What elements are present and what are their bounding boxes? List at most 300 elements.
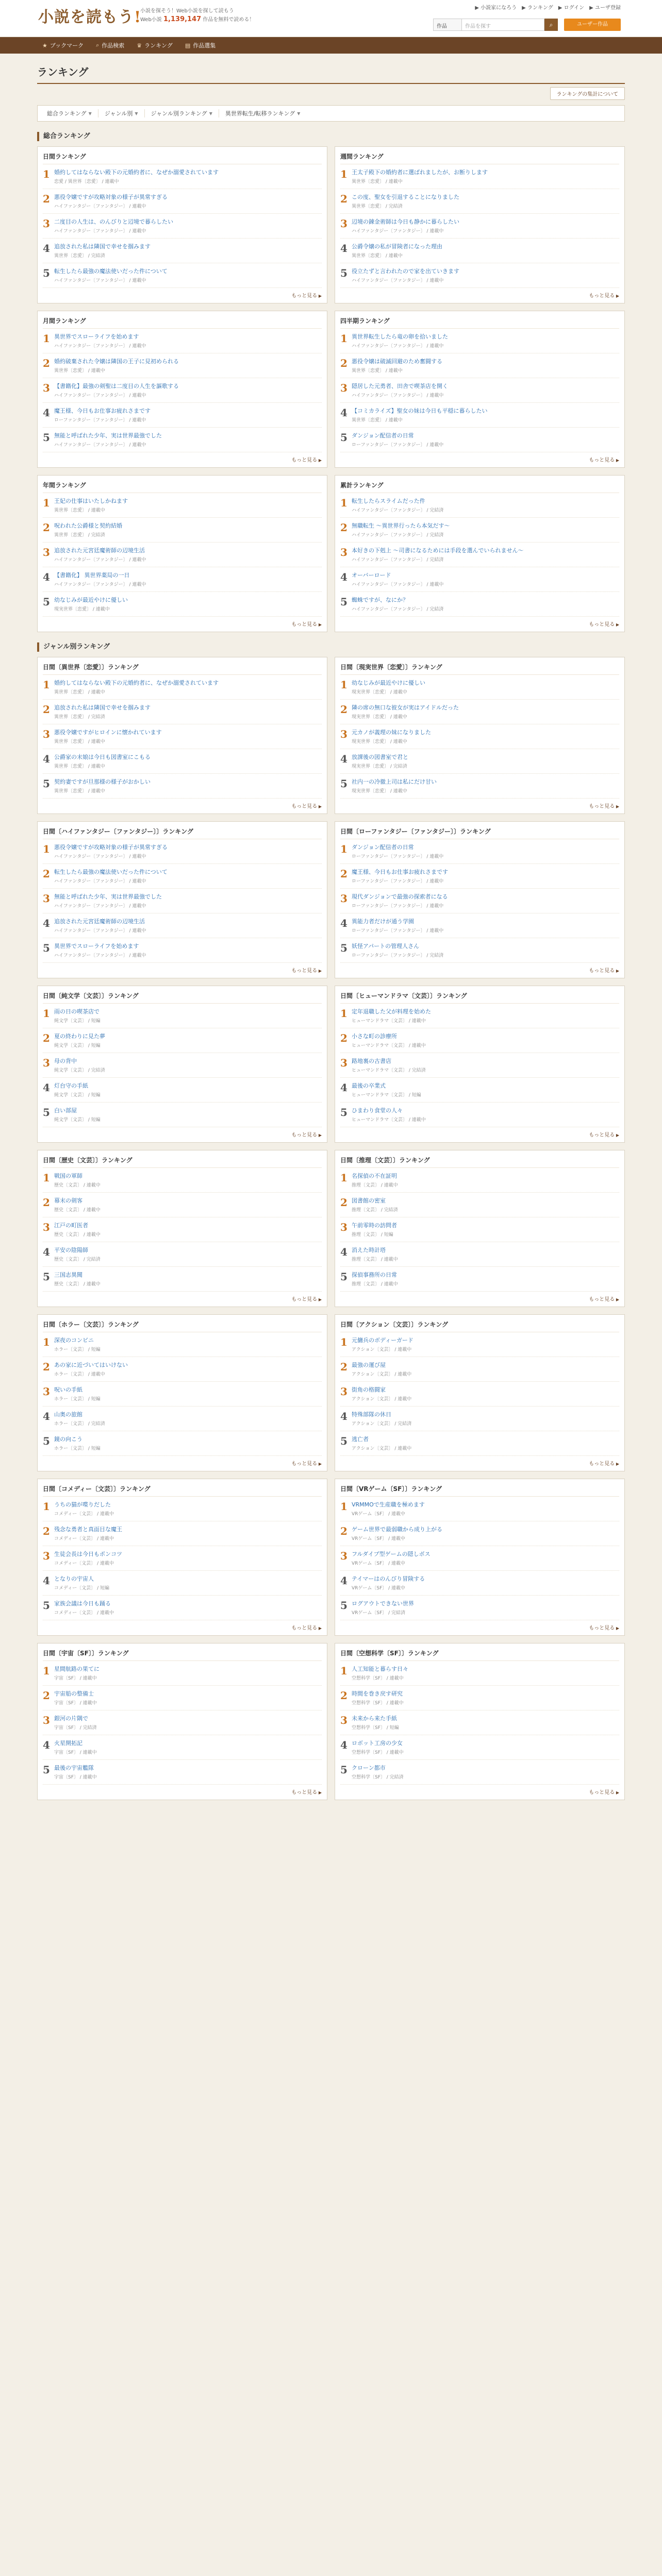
rank-number: 4 [43, 753, 50, 765]
ranking-item-body [352, 407, 619, 423]
search-input[interactable]: 作品を探す [462, 19, 544, 31]
work-meta: コメディー〔文芸〕 / 連載中 [54, 1611, 114, 1616]
work-title-link[interactable]: となりの宇宙人 [54, 1575, 94, 1582]
work-title-link[interactable]: 無能と呼ばれた少年、実は世界最強でした [54, 432, 162, 439]
ranking-item-body [352, 1715, 619, 1731]
work-title-link[interactable]: 最後の宇宙艦隊 [54, 1765, 94, 1771]
work-title-link[interactable]: 特殊部隊の休日 [352, 1411, 391, 1418]
work-title-link[interactable]: 元カノが義理の妹になりました [352, 729, 431, 736]
ranking-item-body [54, 1411, 322, 1427]
ranking-item [340, 164, 619, 189]
rank-number: 5 [340, 777, 347, 790]
rank-number: 1 [340, 679, 347, 691]
work-meta: 現実世界〔恋愛〕 / 完結済 [352, 764, 407, 769]
chevron-right-icon: ▶ [615, 294, 619, 298]
ranking-item-body [54, 358, 322, 374]
ranking-item [43, 1168, 322, 1193]
work-meta: ハイファンタジー〔ファンタジー〕 / 連載中 [352, 278, 444, 283]
more-link[interactable] [340, 291, 619, 299]
work-title-link[interactable]: 妖怪アパートの管理人さん [352, 943, 420, 950]
ranking-item [43, 839, 322, 864]
work-title-link[interactable]: 異世界でスローライフを始めます [54, 333, 139, 340]
rank-number: 5 [43, 942, 50, 954]
search-icon: ⌕ [96, 42, 100, 48]
ranking-item-body [54, 432, 322, 448]
work-title-link[interactable]: 名探偵の不在証明 [352, 1173, 397, 1179]
work-title-link[interactable]: ロボット工房の少女 [352, 1740, 403, 1747]
work-meta: VRゲーム〔SF〕 / 連載中 [352, 1536, 406, 1541]
work-title-link[interactable]: 平安の陰陽師 [54, 1247, 88, 1253]
rank-number: 3 [43, 1057, 50, 1069]
work-meta: ハイファンタジー〔ファンタジー〕 / 連載中 [54, 854, 146, 859]
ranking-item [340, 353, 619, 378]
ranking-item-body [352, 1435, 619, 1451]
rank-number: 5 [43, 596, 50, 608]
work-meta: 宇宙〔SF〕 / 連載中 [54, 1701, 97, 1706]
work-meta: アクション〔文芸〕 / 連載中 [352, 1446, 412, 1451]
work-title-link[interactable]: 公爵令嬢の私が冒険者になった理由 [352, 243, 442, 250]
work-title-link[interactable]: 隠居した元勇者、田舎で喫茶店を開く [352, 383, 448, 389]
work-title-link[interactable]: 王太子殿下の婚約者に選ばれましたが、お断りします [352, 169, 488, 176]
more-link[interactable] [340, 1130, 619, 1138]
work-title-link[interactable]: 家族会議は今日も踊る [54, 1600, 111, 1607]
more-link[interactable] [340, 1459, 619, 1467]
ranking-item [340, 864, 619, 889]
more-link[interactable] [340, 1788, 619, 1795]
ranking-item-body [54, 1600, 322, 1616]
work-title-link[interactable]: 夏の終わりに見た夢 [54, 1033, 105, 1040]
ranking-item-body [352, 1336, 619, 1352]
more-link[interactable] [340, 802, 619, 809]
nav-label: ランキング [144, 42, 173, 49]
work-title-link[interactable]: 現代ダンジョンで最強の探索者になる [352, 893, 448, 900]
work-meta: ヒューマンドラマ〔文芸〕 / 連載中 [352, 1117, 426, 1123]
work-title-link[interactable]: 王妃の仕事はいたしかねます [54, 498, 128, 504]
work-title-link[interactable]: 呪いの手紙 [54, 1386, 82, 1393]
work-title-link[interactable]: ダンジョン配信者の日常 [352, 844, 414, 851]
search-icon[interactable]: ⌕ [544, 19, 558, 31]
rank-number: 4 [340, 1739, 347, 1751]
ranking-item [340, 1332, 619, 1357]
work-title-link[interactable]: 生徒会長は今日もポンコツ [54, 1551, 122, 1557]
more-label: もっと見る [589, 1461, 615, 1467]
work-meta: VRゲーム〔SF〕 / 連載中 [352, 1586, 406, 1591]
ranking-item-body [54, 1715, 322, 1731]
ranking-item-body [352, 868, 619, 884]
work-meta: 現実世界〔恋愛〕 / 連載中 [352, 739, 407, 744]
work-title-link[interactable]: 悪役令嬢ですが攻略対象の様子が異常すぎる [54, 194, 168, 200]
work-title-link[interactable]: 時間を巻き戻す研究 [352, 1690, 403, 1697]
more-link[interactable] [43, 1788, 322, 1795]
work-title-link[interactable]: 無職転生 ～異世界行ったら本気だす～ [352, 522, 450, 529]
work-title-link[interactable]: 追放された元宮廷魔術師の辺境生活 [54, 918, 145, 925]
ranking-box [37, 1479, 327, 1636]
rank-number: 4 [340, 1246, 347, 1258]
work-title-link[interactable]: 幼なじみが最近やけに優しい [54, 597, 128, 603]
work-title-link[interactable]: 残念な勇者と真面目な魔王 [54, 1526, 122, 1533]
ranking-item-body [54, 193, 322, 209]
work-title-link[interactable]: 図書館の密室 [352, 1197, 386, 1204]
work-meta: ホラー〔文芸〕 / 連載中 [54, 1372, 105, 1377]
work-title-link[interactable]: フルダイブ型ゲームの隠しボス [352, 1551, 431, 1557]
more-link[interactable] [43, 1295, 322, 1302]
ranking-item [43, 428, 322, 452]
work-title-link[interactable]: 追放された元宮廷魔術師の辺境生活 [54, 547, 145, 554]
ranking-box-title: 日間〔アクション〔文芸〕〕ランキング [340, 1320, 619, 1332]
chevron-right-icon: ▶ [615, 1790, 619, 1795]
more-link[interactable] [340, 1295, 619, 1302]
ranking-box-title: 日間〔VRゲーム〔SF〕〕ランキング [340, 1484, 619, 1497]
work-title-link[interactable]: 白い部屋 [54, 1107, 77, 1114]
rank-number: 2 [43, 1032, 50, 1044]
ranking-item-body [54, 893, 322, 909]
rank-number: 5 [340, 1435, 347, 1447]
work-meta: ハイファンタジー〔ファンタジー〕 / 完結済 [352, 557, 444, 563]
more-link[interactable] [43, 1623, 322, 1631]
ranking-tab[interactable] [145, 109, 219, 117]
ranking-item [340, 403, 619, 428]
ranking-item-body [54, 1575, 322, 1591]
work-meta: 異世界〔恋愛〕 / 連載中 [352, 368, 403, 374]
ranking-item [43, 774, 322, 799]
work-title-link[interactable]: 辺境の錬金術師は今日も静かに暮らしたい [352, 218, 459, 225]
work-title-link[interactable]: 【書籍化】最強の剣聖は二度目の人生を謳歌する [54, 383, 179, 389]
rank-number: 3 [43, 217, 50, 230]
work-title-link[interactable]: 最強の運び屋 [352, 1362, 386, 1368]
work-title-link[interactable]: 【書籍化】 異世界薬局の一日 [54, 572, 130, 579]
ranking-box [37, 1643, 327, 1800]
work-title-link[interactable]: 役立たずと言われたので家を出ていきます [352, 268, 459, 275]
ranking-item-body [54, 547, 322, 563]
rank-number: 4 [43, 406, 50, 419]
ranking-item-body [352, 1550, 619, 1566]
ranking-item-body [54, 218, 322, 234]
ranking-item-body [54, 942, 322, 958]
more-label: もっと見る [291, 1297, 318, 1302]
work-title-link[interactable]: 二度目の人生は、のんびりと辺境で暮らしたい [54, 218, 173, 225]
work-meta: 現実世界〔恋愛〕 / 連載中 [54, 607, 110, 612]
work-title-link[interactable]: 追放された私は隣国で幸せを掴みます [54, 243, 151, 250]
work-title-link[interactable]: 社内一の冷徹上司は私にだけ甘い [352, 778, 437, 785]
work-title-link[interactable]: 婚約してはならない殿下の元婚約者に、なぜか溺愛されています [54, 680, 219, 686]
work-title-link[interactable]: 消えた時計塔 [352, 1247, 386, 1253]
ranking-item [43, 1028, 322, 1053]
more-link[interactable] [340, 455, 619, 463]
work-title-link[interactable]: 本好きの下剋上 ～司書になるためには手段を選んでいられません～ [352, 547, 524, 554]
ranking-item-body [54, 1082, 322, 1098]
work-title-link[interactable]: 小さな町の診療所 [352, 1033, 397, 1040]
ranking-item [43, 889, 322, 913]
work-title-link[interactable]: 戦国の軍師 [54, 1173, 82, 1179]
rank-number: 1 [43, 1336, 50, 1348]
ranking-box-title: 累計ランキング [340, 481, 619, 493]
ranking-box [37, 311, 327, 468]
more-link[interactable] [43, 620, 322, 628]
nav-item[interactable] [131, 41, 180, 49]
more-label: もっと見る [589, 1132, 615, 1138]
more-link[interactable] [43, 966, 322, 974]
work-title-link[interactable]: 深夜のコンビニ [54, 1337, 94, 1344]
work-meta: ホラー〔文芸〕 / 完結済 [54, 1421, 105, 1427]
work-meta: コメディー〔文芸〕 / 連載中 [54, 1512, 114, 1517]
work-title-link[interactable]: 隣の席の無口な彼女が実はアイドルだった [352, 704, 459, 711]
work-title-link[interactable]: 魔王様、今日もお仕事お疲れさまです [54, 408, 151, 414]
work-title-link[interactable]: 雨の日の喫茶店で [54, 1008, 100, 1015]
more-label: もっと見る [291, 622, 318, 628]
ranking-item-body [352, 333, 619, 349]
rank-number: 2 [43, 357, 50, 369]
work-title-link[interactable]: 異世界転生したら竜の卵を拾いました [352, 333, 448, 340]
work-title-link[interactable]: 幕末の剣客 [54, 1197, 82, 1204]
ranking-item [340, 1497, 619, 1521]
rank-number: 3 [340, 892, 347, 905]
rank-number: 2 [340, 1196, 347, 1209]
rank-number: 4 [340, 1574, 347, 1587]
work-meta: ハイファンタジー〔ファンタジー〕 / 連載中 [352, 582, 444, 587]
ranking-item-body [352, 497, 619, 513]
ranking-item-body [54, 1386, 322, 1402]
work-title-link[interactable]: 鏡の向こう [54, 1436, 82, 1443]
work-title-link[interactable]: 追放された私は隣国で幸せを掴みます [54, 704, 151, 711]
work-title-link[interactable]: 元傭兵のボディーガード [352, 1337, 413, 1344]
ranking-item-body [352, 1172, 619, 1188]
rank-number: 3 [340, 1221, 347, 1233]
work-title-link[interactable]: 契約妻ですが旦那様の様子がおかしい [54, 778, 151, 785]
ranking-tab[interactable] [41, 109, 98, 117]
work-title-link[interactable]: 街角の格闘家 [352, 1386, 386, 1393]
rank-number: 4 [43, 1410, 50, 1422]
work-title-link[interactable]: 蜘蛛ですが、なにか？ [352, 597, 408, 603]
ranking-item-body [54, 267, 322, 283]
work-title-link[interactable]: 午前零時の訪問者 [352, 1222, 397, 1229]
work-title-link[interactable]: 人工知能と暮らす日々 [352, 1666, 408, 1672]
chevron-down-icon: ▼ [135, 111, 138, 116]
work-title-link[interactable]: ゲーム世界で最弱職から成り上がる [352, 1526, 442, 1533]
work-title-link[interactable]: 放課後の図書室で君と [352, 754, 408, 760]
work-count: 1,139,147 [163, 15, 202, 23]
work-meta: 純文学〔文芸〕 / 短編 [54, 1093, 101, 1098]
site-catchphrase [140, 7, 254, 24]
rank-number: 5 [340, 267, 347, 279]
ranking-item-body [54, 522, 322, 538]
work-title-link[interactable]: テイマーはのんびり冒険する [352, 1575, 425, 1582]
chevron-right-icon: ▶ [615, 804, 619, 809]
tab-label: 総合ランキング [47, 110, 87, 117]
ranking-item-body [54, 843, 322, 859]
ranking-item [340, 1571, 619, 1596]
work-meta: ハイファンタジー〔ファンタジー〕 / 連載中 [54, 879, 146, 884]
more-link[interactable] [43, 802, 322, 809]
work-meta: コメディー〔文芸〕 / 連載中 [54, 1536, 114, 1541]
ranking-item [340, 1596, 619, 1620]
work-meta: ローファンタジー〔ファンタジー〕 / 完結済 [352, 953, 444, 958]
ranking-box [335, 311, 625, 468]
work-title-link[interactable]: 路地裏の古書店 [352, 1058, 391, 1064]
work-title-link[interactable]: 転生したら最強の魔法使いだった件について [54, 869, 168, 875]
more-link[interactable] [43, 1459, 322, 1467]
work-title-link[interactable]: 山奥の旅館 [54, 1411, 82, 1418]
ranking-item [43, 1217, 322, 1242]
rank-number: 5 [43, 267, 50, 279]
work-title-link[interactable]: 婚約してはならない殿下の元婚約者に、なぜか溺愛されています [54, 169, 219, 176]
ranking-item-body [54, 1172, 322, 1188]
rank-number: 4 [340, 571, 347, 583]
ranking-box [335, 657, 625, 814]
ranking-item-body [352, 267, 619, 283]
work-meta: ハイファンタジー〔ファンタジー〕 / 連載中 [54, 393, 146, 398]
ranking-item [340, 938, 619, 963]
work-title-link[interactable]: VRMMOで生産職を極めます [352, 1501, 425, 1508]
ranking-item [43, 1406, 322, 1431]
work-meta: ホラー〔文芸〕 / 短編 [54, 1446, 101, 1451]
ranking-item-body [352, 522, 619, 538]
work-title-link[interactable]: 魔王様、今日もお仕事お疲れさまです [352, 869, 448, 875]
nav-item[interactable] [37, 41, 91, 49]
work-title-link[interactable]: 灯台守の手紙 [54, 1082, 88, 1089]
rank-number: 1 [340, 1500, 347, 1513]
work-title-link[interactable]: 最後の卒業式 [352, 1082, 386, 1089]
work-title-link[interactable]: 転生したらスライムだった件 [352, 498, 425, 504]
top-link[interactable]: ▶ 小説家になろう [475, 5, 517, 11]
ranking-item-body [54, 1197, 322, 1213]
work-title-link[interactable]: 幼なじみが最近やけに優しい [352, 680, 425, 686]
ranking-item [43, 1193, 322, 1217]
work-title-link[interactable]: 未来から来た手紙 [352, 1715, 397, 1722]
work-title-link[interactable]: 【コミカライズ】聖女の妹は今日も平穏に暮らしたい [352, 408, 488, 414]
ranking-box-title: 日間〔純文学〔文芸〕〕ランキング [43, 991, 322, 1004]
nav-item[interactable] [91, 41, 131, 49]
work-title-link[interactable]: ログアウトできない世界 [352, 1600, 414, 1607]
work-meta: コメディー〔文芸〕 / 連載中 [54, 1561, 114, 1566]
work-title-link[interactable]: 三国志異聞 [54, 1272, 82, 1278]
ranking-item-body [54, 918, 322, 934]
more-label: もっと見る [589, 968, 615, 974]
rank-number: 4 [340, 1081, 347, 1094]
more-link[interactable] [340, 966, 619, 974]
ranking-item-body [352, 753, 619, 769]
ranking-item [340, 567, 619, 592]
more-link[interactable] [340, 1623, 619, 1631]
more-link[interactable] [340, 620, 619, 628]
more-label: もっと見る [291, 804, 318, 809]
rank-number: 5 [340, 596, 347, 608]
work-title-link[interactable]: 呪われた公爵様と契約結婚 [54, 522, 122, 529]
work-title-link[interactable]: 火星開拓記 [54, 1740, 82, 1747]
work-title-link[interactable]: この度、聖女を引退することになりました [352, 194, 459, 200]
work-meta: 純文学〔文芸〕 / 短編 [54, 1019, 101, 1024]
ranking-item-body [352, 1082, 619, 1098]
ranking-item-body [352, 193, 619, 209]
work-title-link[interactable]: うちの猫が喋りだした [54, 1501, 111, 1508]
rank-number: 5 [43, 1106, 50, 1118]
rank-number: 2 [43, 193, 50, 205]
ranking-box-title: 日間〔異世界〔恋愛〕〕ランキング [43, 663, 322, 675]
work-meta: ローファンタジー〔ファンタジー〕 / 連載中 [352, 443, 444, 448]
work-meta: 空想科学〔SF〕 / 短編 [352, 1725, 399, 1731]
work-meta: ハイファンタジー〔ファンタジー〕 / 完結済 [352, 508, 444, 513]
ranking-item [340, 1028, 619, 1053]
more-link[interactable] [43, 1130, 322, 1138]
ranking-item-body [54, 1764, 322, 1780]
work-title-link[interactable]: 悪役令嬢は破滅回避のため奮闘する [352, 358, 442, 365]
rank-number: 5 [43, 1599, 50, 1612]
ranking-box-title: 日間〔推理〔文芸〕〕ランキング [340, 1156, 619, 1168]
ranking-box-title: 週間ランキング [340, 152, 619, 164]
rank-number: 2 [43, 703, 50, 716]
ranking-help-link[interactable]: ランキングの集計について [550, 87, 625, 100]
work-title-link[interactable]: 無能と呼ばれた少年、実は世界最強でした [54, 893, 162, 900]
rank-number: 5 [43, 1270, 50, 1283]
ranking-item-body [54, 407, 322, 423]
search-type-select[interactable]: 作品 [433, 19, 462, 31]
ranking-box [335, 1150, 625, 1307]
work-title-link[interactable]: 異能力者だけが通う学園 [352, 918, 414, 925]
work-title-link[interactable]: あの家に近づいてはいけない [54, 1362, 128, 1368]
work-meta: 宇宙〔SF〕 / 完結済 [54, 1725, 97, 1731]
work-title-link[interactable]: 星間航路の果てに [54, 1666, 100, 1672]
work-title-link[interactable]: 探偵事務所の日常 [352, 1272, 397, 1278]
ranking-tab[interactable] [219, 109, 307, 117]
work-title-link[interactable]: 江戸の町医者 [54, 1222, 88, 1229]
chevron-right-icon: ▶ [317, 1297, 322, 1302]
more-link[interactable] [43, 291, 322, 299]
top-link[interactable]: ▶ ユーザ登録 [589, 5, 621, 11]
ranking-tab[interactable] [98, 109, 145, 117]
work-title-link[interactable]: ダンジョン配信者の日常 [352, 432, 414, 439]
work-title-link[interactable]: 逃亡者 [352, 1436, 369, 1443]
work-title-link[interactable]: 悪役令嬢ですが攻略対象の様子が異常すぎる [54, 844, 168, 851]
work-meta: アクション〔文芸〕 / 連載中 [352, 1347, 412, 1352]
ranking-item-body [352, 1197, 619, 1213]
more-label: もっと見る [291, 1790, 318, 1795]
more-label: もっと見る [589, 457, 615, 463]
top-link[interactable]: ▶ ランキング [522, 5, 553, 11]
work-meta: 異世界〔恋愛〕 / 完結済 [54, 253, 105, 259]
rank-number: 2 [43, 1196, 50, 1209]
rank-number: 3 [340, 546, 347, 558]
site-logo[interactable]: 小説を読もう! [38, 8, 142, 26]
nav-item[interactable] [180, 41, 223, 49]
user-works-button[interactable]: ユーザー作品 [564, 19, 621, 31]
work-title-link[interactable]: 婚約破棄された令嬢は隣国の王子に見初められる [54, 358, 179, 365]
work-title-link[interactable]: 異世界でスローライフを始めます [54, 943, 139, 950]
ranking-item [43, 1053, 322, 1078]
work-title-link[interactable]: クローン都市 [352, 1765, 386, 1771]
ranking-item [43, 1546, 322, 1571]
tab-label: 異世界転生/転移ランキング [225, 110, 295, 117]
work-meta: ハイファンタジー〔ファンタジー〕 / 完結済 [352, 533, 444, 538]
ranking-item [43, 1596, 322, 1620]
top-link[interactable]: ▶ ログイン [558, 5, 585, 11]
ranking-item [43, 1661, 322, 1686]
ranking-item-body [352, 358, 619, 374]
work-title-link[interactable]: 公爵家の末娘は今日も図書室にこもる [54, 754, 151, 760]
work-title-link[interactable]: 宇宙船の整備士 [54, 1690, 94, 1697]
work-title-link[interactable]: ひまわり食堂の人々 [352, 1107, 403, 1114]
work-title-link[interactable]: 悪役令嬢ですがヒロインに懐かれています [54, 729, 162, 736]
work-title-link[interactable]: オーバーロード [352, 572, 391, 579]
ranking-item [340, 913, 619, 938]
ranking-item [340, 378, 619, 403]
more-link[interactable] [43, 455, 322, 463]
ranking-page [37, 54, 625, 1800]
work-title-link[interactable]: 母の背中 [54, 1058, 77, 1064]
work-title-link[interactable]: 定年退職した父が料理を始めた [352, 1008, 431, 1015]
work-title-link[interactable]: 転生したら最強の魔法使いだった件について [54, 268, 168, 275]
work-title-link[interactable]: 銀河の片隅で [54, 1715, 88, 1722]
ranking-item-body [352, 1246, 619, 1262]
ranking-item-body [352, 778, 619, 794]
